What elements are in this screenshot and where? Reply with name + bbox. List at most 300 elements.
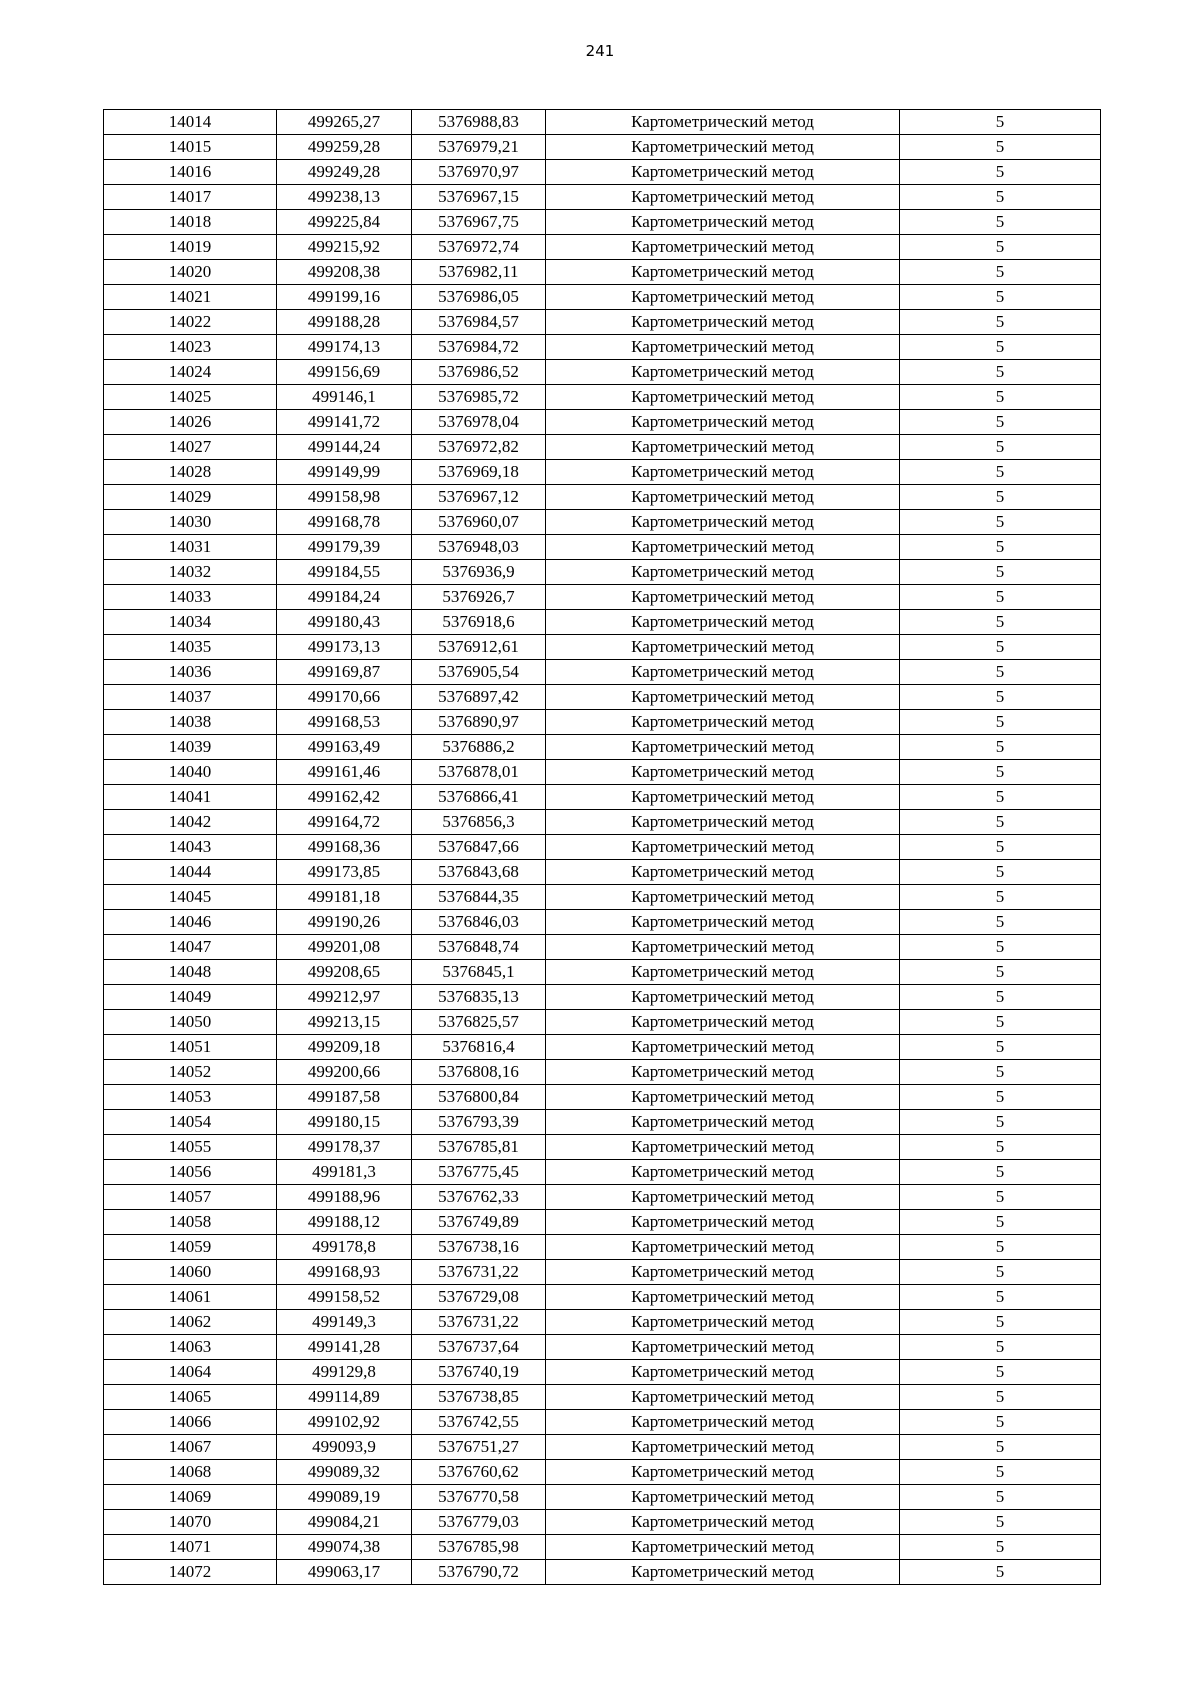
x-coordinate-cell: 499089,19 (277, 1485, 412, 1510)
table-row (104, 660, 1101, 685)
accuracy-cell: 5 (900, 510, 1101, 535)
accuracy-cell: 5 (900, 1235, 1101, 1260)
point-id-cell: 14021 (104, 285, 277, 310)
point-id-cell: 14045 (104, 885, 277, 910)
point-id-cell: 14062 (104, 1310, 277, 1335)
y-coordinate-cell: 5376986,05 (412, 285, 546, 310)
point-id-cell: 14046 (104, 910, 277, 935)
table-row (104, 835, 1101, 860)
table-row (104, 410, 1101, 435)
method-cell: Картометрический метод (546, 560, 900, 585)
x-coordinate-cell: 499188,96 (277, 1185, 412, 1210)
method-cell: Картометрический метод (546, 735, 900, 760)
x-coordinate-cell: 499144,24 (277, 435, 412, 460)
accuracy-cell: 5 (900, 360, 1101, 385)
method-cell: Картометрический метод (546, 335, 900, 360)
x-coordinate-cell: 499178,8 (277, 1235, 412, 1260)
accuracy-cell: 5 (900, 1310, 1101, 1335)
y-coordinate-cell: 5376972,74 (412, 235, 546, 260)
table-row (104, 885, 1101, 910)
accuracy-cell: 5 (900, 1185, 1101, 1210)
y-coordinate-cell: 5376856,3 (412, 810, 546, 835)
y-coordinate-cell: 5376843,68 (412, 860, 546, 885)
y-coordinate-cell: 5376847,66 (412, 835, 546, 860)
y-coordinate-cell: 5376729,08 (412, 1285, 546, 1310)
x-coordinate-cell: 499181,18 (277, 885, 412, 910)
y-coordinate-cell: 5376988,83 (412, 110, 546, 135)
point-id-cell: 14029 (104, 485, 277, 510)
table-row (104, 1510, 1101, 1535)
coordinates-table (103, 109, 1101, 1585)
table-row (104, 510, 1101, 535)
accuracy-cell: 5 (900, 960, 1101, 985)
point-id-cell: 14031 (104, 535, 277, 560)
y-coordinate-cell: 5376970,97 (412, 160, 546, 185)
y-coordinate-cell: 5376967,15 (412, 185, 546, 210)
x-coordinate-cell: 499141,28 (277, 1335, 412, 1360)
method-cell: Картометрический метод (546, 535, 900, 560)
y-coordinate-cell: 5376960,07 (412, 510, 546, 535)
table-row (104, 985, 1101, 1010)
accuracy-cell: 5 (900, 1410, 1101, 1435)
x-coordinate-cell: 499164,72 (277, 810, 412, 835)
method-cell: Картометрический метод (546, 1560, 900, 1585)
x-coordinate-cell: 499187,58 (277, 1085, 412, 1110)
accuracy-cell: 5 (900, 785, 1101, 810)
method-cell: Картометрический метод (546, 510, 900, 535)
point-id-cell: 14050 (104, 1010, 277, 1035)
method-cell: Картометрический метод (546, 460, 900, 485)
accuracy-cell: 5 (900, 1335, 1101, 1360)
table-row (104, 360, 1101, 385)
method-cell: Картометрический метод (546, 1035, 900, 1060)
method-cell: Картометрический метод (546, 1135, 900, 1160)
y-coordinate-cell: 5376800,84 (412, 1085, 546, 1110)
table-row (104, 1110, 1101, 1135)
y-coordinate-cell: 5376779,03 (412, 1510, 546, 1535)
x-coordinate-cell: 499149,3 (277, 1310, 412, 1335)
point-id-cell: 14057 (104, 1185, 277, 1210)
method-cell: Картометрический метод (546, 410, 900, 435)
x-coordinate-cell: 499208,38 (277, 260, 412, 285)
point-id-cell: 14051 (104, 1035, 277, 1060)
y-coordinate-cell: 5376967,75 (412, 210, 546, 235)
point-id-cell: 14049 (104, 985, 277, 1010)
coordinates-table-body (104, 110, 1101, 1585)
accuracy-cell: 5 (900, 760, 1101, 785)
method-cell: Картометрический метод (546, 360, 900, 385)
method-cell: Картометрический метод (546, 1010, 900, 1035)
y-coordinate-cell: 5376785,98 (412, 1535, 546, 1560)
point-id-cell: 14064 (104, 1360, 277, 1385)
method-cell: Картометрический метод (546, 585, 900, 610)
y-coordinate-cell: 5376770,58 (412, 1485, 546, 1510)
table-row (104, 635, 1101, 660)
table-row (104, 860, 1101, 885)
point-id-cell: 14028 (104, 460, 277, 485)
method-cell: Картометрический метод (546, 1360, 900, 1385)
x-coordinate-cell: 499158,52 (277, 1285, 412, 1310)
method-cell: Картометрический метод (546, 885, 900, 910)
table-row (104, 310, 1101, 335)
table-row (104, 185, 1101, 210)
method-cell: Картометрический метод (546, 610, 900, 635)
accuracy-cell: 5 (900, 1360, 1101, 1385)
x-coordinate-cell: 499169,87 (277, 660, 412, 685)
x-coordinate-cell: 499173,13 (277, 635, 412, 660)
point-id-cell: 14038 (104, 710, 277, 735)
x-coordinate-cell: 499149,99 (277, 460, 412, 485)
method-cell: Картометрический метод (546, 435, 900, 460)
x-coordinate-cell: 499199,16 (277, 285, 412, 310)
accuracy-cell: 5 (900, 660, 1101, 685)
accuracy-cell: 5 (900, 210, 1101, 235)
accuracy-cell: 5 (900, 685, 1101, 710)
accuracy-cell: 5 (900, 885, 1101, 910)
point-id-cell: 14018 (104, 210, 277, 235)
accuracy-cell: 5 (900, 1085, 1101, 1110)
y-coordinate-cell: 5376846,03 (412, 910, 546, 935)
accuracy-cell: 5 (900, 1535, 1101, 1560)
method-cell: Картометрический метод (546, 910, 900, 935)
method-cell: Картометрический метод (546, 1110, 900, 1135)
point-id-cell: 14030 (104, 510, 277, 535)
accuracy-cell: 5 (900, 1485, 1101, 1510)
x-coordinate-cell: 499188,12 (277, 1210, 412, 1235)
point-id-cell: 14053 (104, 1085, 277, 1110)
table-row (104, 535, 1101, 560)
point-id-cell: 14063 (104, 1335, 277, 1360)
method-cell: Картометрический метод (546, 1385, 900, 1410)
point-id-cell: 14019 (104, 235, 277, 260)
point-id-cell: 14072 (104, 1560, 277, 1585)
point-id-cell: 14068 (104, 1460, 277, 1485)
x-coordinate-cell: 499184,55 (277, 560, 412, 585)
table-row (104, 1160, 1101, 1185)
y-coordinate-cell: 5376793,39 (412, 1110, 546, 1135)
method-cell: Картометрический метод (546, 285, 900, 310)
x-coordinate-cell: 499238,13 (277, 185, 412, 210)
method-cell: Картометрический метод (546, 1535, 900, 1560)
y-coordinate-cell: 5376926,7 (412, 585, 546, 610)
table-row (104, 1460, 1101, 1485)
table-row (104, 1435, 1101, 1460)
y-coordinate-cell: 5376986,52 (412, 360, 546, 385)
y-coordinate-cell: 5376878,01 (412, 760, 546, 785)
point-id-cell: 14071 (104, 1535, 277, 1560)
accuracy-cell: 5 (900, 710, 1101, 735)
point-id-cell: 14044 (104, 860, 277, 885)
method-cell: Картометрический метод (546, 1485, 900, 1510)
y-coordinate-cell: 5376762,33 (412, 1185, 546, 1210)
method-cell: Картометрический метод (546, 935, 900, 960)
table-row (104, 735, 1101, 760)
method-cell: Картометрический метод (546, 1310, 900, 1335)
accuracy-cell: 5 (900, 185, 1101, 210)
method-cell: Картометрический метод (546, 860, 900, 885)
table-row (104, 160, 1101, 185)
method-cell: Картометрический метод (546, 1335, 900, 1360)
point-id-cell: 14042 (104, 810, 277, 835)
table-row (104, 1410, 1101, 1435)
x-coordinate-cell: 499225,84 (277, 210, 412, 235)
y-coordinate-cell: 5376816,4 (412, 1035, 546, 1060)
accuracy-cell: 5 (900, 860, 1101, 885)
x-coordinate-cell: 499168,53 (277, 710, 412, 735)
table-row (104, 935, 1101, 960)
point-id-cell: 14020 (104, 260, 277, 285)
y-coordinate-cell: 5376731,22 (412, 1260, 546, 1285)
x-coordinate-cell: 499184,24 (277, 585, 412, 610)
y-coordinate-cell: 5376936,9 (412, 560, 546, 585)
table-row (104, 1335, 1101, 1360)
x-coordinate-cell: 499200,66 (277, 1060, 412, 1085)
table-row (104, 1285, 1101, 1310)
point-id-cell: 14024 (104, 360, 277, 385)
accuracy-cell: 5 (900, 235, 1101, 260)
point-id-cell: 14054 (104, 1110, 277, 1135)
y-coordinate-cell: 5376740,19 (412, 1360, 546, 1385)
x-coordinate-cell: 499265,27 (277, 110, 412, 135)
y-coordinate-cell: 5376969,18 (412, 460, 546, 485)
point-id-cell: 14035 (104, 635, 277, 660)
point-id-cell: 14060 (104, 1260, 277, 1285)
point-id-cell: 14023 (104, 335, 277, 360)
accuracy-cell: 5 (900, 485, 1101, 510)
table-row (104, 135, 1101, 160)
point-id-cell: 14069 (104, 1485, 277, 1510)
y-coordinate-cell: 5376785,81 (412, 1135, 546, 1160)
x-coordinate-cell: 499168,78 (277, 510, 412, 535)
x-coordinate-cell: 499213,15 (277, 1010, 412, 1035)
point-id-cell: 14015 (104, 135, 277, 160)
accuracy-cell: 5 (900, 135, 1101, 160)
method-cell: Картометрический метод (546, 1235, 900, 1260)
method-cell: Картометрический метод (546, 710, 900, 735)
point-id-cell: 14041 (104, 785, 277, 810)
table-row (104, 460, 1101, 485)
accuracy-cell: 5 (900, 610, 1101, 635)
x-coordinate-cell: 499168,93 (277, 1260, 412, 1285)
y-coordinate-cell: 5376790,72 (412, 1560, 546, 1585)
x-coordinate-cell: 499215,92 (277, 235, 412, 260)
y-coordinate-cell: 5376749,89 (412, 1210, 546, 1235)
point-id-cell: 14026 (104, 410, 277, 435)
x-coordinate-cell: 499102,92 (277, 1410, 412, 1435)
accuracy-cell: 5 (900, 1385, 1101, 1410)
accuracy-cell: 5 (900, 935, 1101, 960)
table-row (104, 1185, 1101, 1210)
x-coordinate-cell: 499212,97 (277, 985, 412, 1010)
x-coordinate-cell: 499161,46 (277, 760, 412, 785)
accuracy-cell: 5 (900, 1160, 1101, 1185)
y-coordinate-cell: 5376972,82 (412, 435, 546, 460)
point-id-cell: 14058 (104, 1210, 277, 1235)
y-coordinate-cell: 5376967,12 (412, 485, 546, 510)
accuracy-cell: 5 (900, 635, 1101, 660)
accuracy-cell: 5 (900, 285, 1101, 310)
y-coordinate-cell: 5376738,16 (412, 1235, 546, 1260)
point-id-cell: 14027 (104, 435, 277, 460)
point-id-cell: 14047 (104, 935, 277, 960)
table-row (104, 1235, 1101, 1260)
accuracy-cell: 5 (900, 585, 1101, 610)
method-cell: Картометрический метод (546, 1085, 900, 1110)
table-row (104, 110, 1101, 135)
y-coordinate-cell: 5376890,97 (412, 710, 546, 735)
accuracy-cell: 5 (900, 160, 1101, 185)
point-id-cell: 14036 (104, 660, 277, 685)
method-cell: Картометрический метод (546, 1510, 900, 1535)
y-coordinate-cell: 5376737,64 (412, 1335, 546, 1360)
table-row (104, 760, 1101, 785)
accuracy-cell: 5 (900, 335, 1101, 360)
x-coordinate-cell: 499178,37 (277, 1135, 412, 1160)
table-row (104, 1260, 1101, 1285)
y-coordinate-cell: 5376738,85 (412, 1385, 546, 1410)
table-row (104, 1085, 1101, 1110)
table-row (104, 810, 1101, 835)
x-coordinate-cell: 499141,72 (277, 410, 412, 435)
method-cell: Картометрический метод (546, 985, 900, 1010)
table-row (104, 1135, 1101, 1160)
y-coordinate-cell: 5376985,72 (412, 385, 546, 410)
method-cell: Картометрический метод (546, 260, 900, 285)
table-row (104, 385, 1101, 410)
table-row (104, 1535, 1101, 1560)
y-coordinate-cell: 5376848,74 (412, 935, 546, 960)
point-id-cell: 14033 (104, 585, 277, 610)
method-cell: Картометрический метод (546, 210, 900, 235)
accuracy-cell: 5 (900, 1510, 1101, 1535)
method-cell: Картометрический метод (546, 185, 900, 210)
x-coordinate-cell: 499201,08 (277, 935, 412, 960)
method-cell: Картометрический метод (546, 235, 900, 260)
method-cell: Картометрический метод (546, 1260, 900, 1285)
point-id-cell: 14022 (104, 310, 277, 335)
y-coordinate-cell: 5376918,6 (412, 610, 546, 635)
method-cell: Картометрический метод (546, 385, 900, 410)
method-cell: Картометрический метод (546, 1160, 900, 1185)
accuracy-cell: 5 (900, 1110, 1101, 1135)
accuracy-cell: 5 (900, 1210, 1101, 1235)
x-coordinate-cell: 499158,98 (277, 485, 412, 510)
accuracy-cell: 5 (900, 1260, 1101, 1285)
point-id-cell: 14070 (104, 1510, 277, 1535)
method-cell: Картометрический метод (546, 1410, 900, 1435)
point-id-cell: 14059 (104, 1235, 277, 1260)
accuracy-cell: 5 (900, 535, 1101, 560)
table-row (104, 910, 1101, 935)
table-row (104, 1060, 1101, 1085)
point-id-cell: 14061 (104, 1285, 277, 1310)
table-row (104, 485, 1101, 510)
y-coordinate-cell: 5376751,27 (412, 1435, 546, 1460)
table-row (104, 785, 1101, 810)
point-id-cell: 14037 (104, 685, 277, 710)
table-row (104, 560, 1101, 585)
x-coordinate-cell: 499190,26 (277, 910, 412, 935)
accuracy-cell: 5 (900, 110, 1101, 135)
accuracy-cell: 5 (900, 1460, 1101, 1485)
table-row (104, 710, 1101, 735)
y-coordinate-cell: 5376984,57 (412, 310, 546, 335)
method-cell: Картометрический метод (546, 1185, 900, 1210)
y-coordinate-cell: 5376982,11 (412, 260, 546, 285)
table-row (104, 285, 1101, 310)
y-coordinate-cell: 5376835,13 (412, 985, 546, 1010)
point-id-cell: 14040 (104, 760, 277, 785)
method-cell: Картометрический метод (546, 135, 900, 160)
table-row (104, 210, 1101, 235)
accuracy-cell: 5 (900, 810, 1101, 835)
x-coordinate-cell: 499209,18 (277, 1035, 412, 1060)
x-coordinate-cell: 499156,69 (277, 360, 412, 385)
accuracy-cell: 5 (900, 460, 1101, 485)
accuracy-cell: 5 (900, 910, 1101, 935)
y-coordinate-cell: 5376984,72 (412, 335, 546, 360)
point-id-cell: 14052 (104, 1060, 277, 1085)
table-row (104, 585, 1101, 610)
x-coordinate-cell: 499162,42 (277, 785, 412, 810)
x-coordinate-cell: 499259,28 (277, 135, 412, 160)
table-row (104, 1560, 1101, 1585)
accuracy-cell: 5 (900, 835, 1101, 860)
point-id-cell: 14055 (104, 1135, 277, 1160)
y-coordinate-cell: 5376844,35 (412, 885, 546, 910)
method-cell: Картометрический метод (546, 635, 900, 660)
x-coordinate-cell: 499179,39 (277, 535, 412, 560)
table-row (104, 1310, 1101, 1335)
accuracy-cell: 5 (900, 435, 1101, 460)
x-coordinate-cell: 499093,9 (277, 1435, 412, 1460)
method-cell: Картометрический метод (546, 310, 900, 335)
point-id-cell: 14034 (104, 610, 277, 635)
point-id-cell: 14016 (104, 160, 277, 185)
y-coordinate-cell: 5376808,16 (412, 1060, 546, 1085)
x-coordinate-cell: 499180,43 (277, 610, 412, 635)
x-coordinate-cell: 499063,17 (277, 1560, 412, 1585)
page-number: 241 (585, 42, 615, 60)
table-row (104, 235, 1101, 260)
x-coordinate-cell: 499163,49 (277, 735, 412, 760)
y-coordinate-cell: 5376775,45 (412, 1160, 546, 1185)
x-coordinate-cell: 499249,28 (277, 160, 412, 185)
accuracy-cell: 5 (900, 560, 1101, 585)
accuracy-cell: 5 (900, 410, 1101, 435)
point-id-cell: 14066 (104, 1410, 277, 1435)
table-row (104, 435, 1101, 460)
x-coordinate-cell: 499089,32 (277, 1460, 412, 1485)
method-cell: Картометрический метод (546, 960, 900, 985)
point-id-cell: 14025 (104, 385, 277, 410)
table-row (104, 1360, 1101, 1385)
x-coordinate-cell: 499173,85 (277, 860, 412, 885)
point-id-cell: 14039 (104, 735, 277, 760)
method-cell: Картометрический метод (546, 1285, 900, 1310)
point-id-cell: 14048 (104, 960, 277, 985)
method-cell: Картометрический метод (546, 785, 900, 810)
point-id-cell: 14032 (104, 560, 277, 585)
method-cell: Картометрический метод (546, 1210, 900, 1235)
table-row (104, 1010, 1101, 1035)
point-id-cell: 14067 (104, 1435, 277, 1460)
x-coordinate-cell: 499170,66 (277, 685, 412, 710)
accuracy-cell: 5 (900, 1135, 1101, 1160)
y-coordinate-cell: 5376866,41 (412, 785, 546, 810)
y-coordinate-cell: 5376912,61 (412, 635, 546, 660)
method-cell: Картометрический метод (546, 1435, 900, 1460)
